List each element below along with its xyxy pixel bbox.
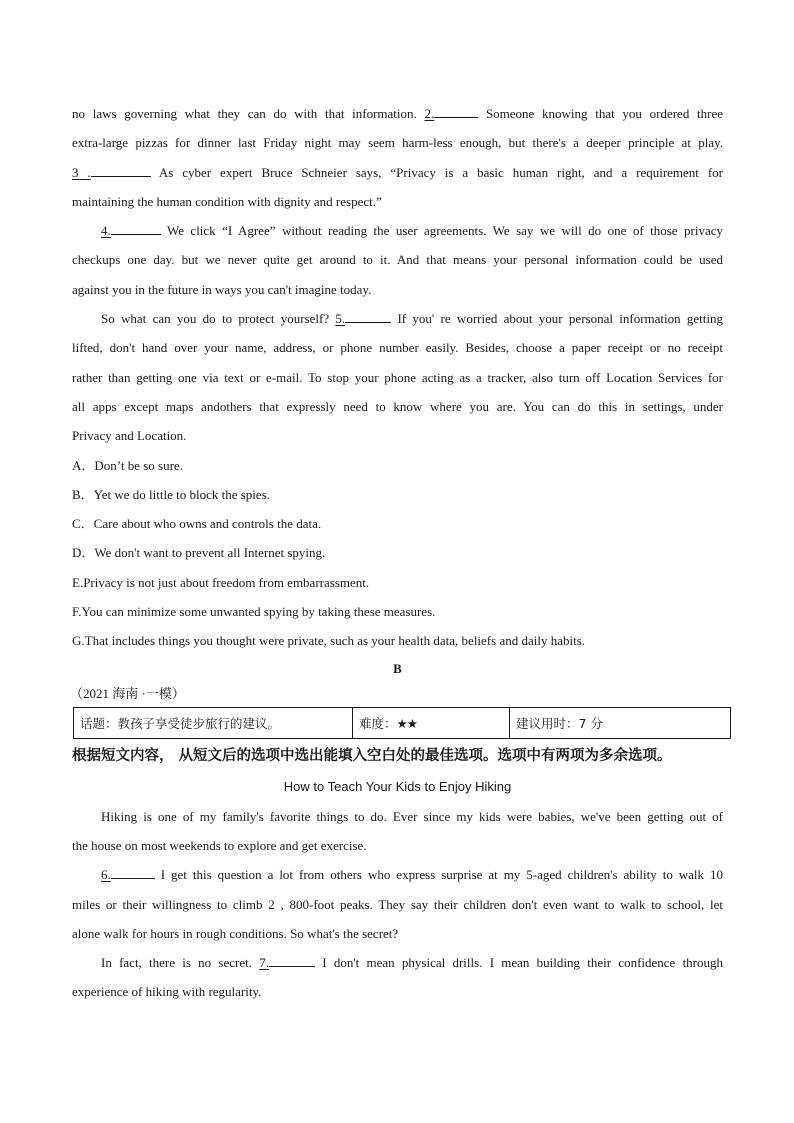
line-text: If you' re worried about your personal information getting <box>397 311 724 327</box>
blank-number: 7. <box>259 955 269 971</box>
source-note: （2021 海南 ·一模） <box>70 685 185 701</box>
time-cell: 建议用时：7 分 <box>510 707 731 738</box>
line-text: the house on most weekends to explore and get exercise. <box>72 837 367 853</box>
line-text: maintaining the human condition with dignity and respect.” <box>72 193 382 209</box>
blank-number: 6. <box>101 867 111 883</box>
passage-a <box>72 99 723 451</box>
text-line <box>72 128 723 157</box>
text-line <box>72 948 723 977</box>
text-line <box>72 333 723 362</box>
answer-blank <box>111 223 161 235</box>
answer-blank <box>345 311 391 323</box>
text-line <box>72 890 723 919</box>
text-line <box>72 919 723 948</box>
text-line <box>72 245 723 274</box>
line-text: I get this question a lot from others who express surprise at my 5-aged children's ability to walk 10 <box>160 867 724 883</box>
blank-number: 4. <box>101 223 111 239</box>
option-item: A．Don’t be so sure. <box>72 457 183 473</box>
text-line <box>72 977 723 1006</box>
option-item: F.You can minimize some unwanted spying by taking these measures. <box>72 604 436 620</box>
line-text: As cyber expert Bruce Schneier says, “Privacy is a basic human right, and a requirement for <box>158 164 723 180</box>
line-text: We click “I Agree” without reading the user agreements. We say we will do one of those privacy <box>166 223 723 239</box>
line-text: lifted, don't hand over your name, address, or phone number easily. Besides, choose a paper receipt or no receipt <box>72 340 723 356</box>
line-text: miles or their willingness to climb 2 , 800-foot peaks. They say their children don't even want to walk to school, let <box>72 896 723 912</box>
answer-blank <box>91 165 151 177</box>
answer-blank <box>434 106 478 118</box>
answer-blank <box>111 867 155 879</box>
blank-number: 2. <box>424 106 435 121</box>
text-line <box>72 831 723 860</box>
line-text: In fact, there is no secret. <box>101 955 252 971</box>
options-list <box>72 451 723 656</box>
line-text: experience of hiking with regularity. <box>72 984 262 1000</box>
option-item: G.That includes things you thought were private, such as your health data, beliefs and daily habits. <box>72 633 586 649</box>
text-line <box>72 860 723 889</box>
text-line <box>72 392 723 421</box>
difficulty-label: 难度： <box>359 715 397 731</box>
line-text: Hiking is one of my family's favorite things to do. Ever since my kids were babies, we've been getting out of <box>101 808 723 824</box>
text-line <box>72 275 723 304</box>
line-text: So what can you do to protect yourself? <box>101 311 330 327</box>
line-text: Someone knowing that you ordered three <box>485 106 723 121</box>
difficulty-cell <box>353 707 510 738</box>
option-item: B．Yet we do little to block the spies. <box>72 486 271 502</box>
option-item: E.Privacy is not just about freedom from embarrassment. <box>72 574 370 590</box>
option-item: C．Care about who owns and controls the data. <box>72 516 322 532</box>
text-line <box>72 99 723 128</box>
line-text: Privacy and Location. <box>72 428 187 444</box>
info-table <box>73 707 731 739</box>
blank-number: 5. <box>335 311 346 327</box>
line-text: against you in the future in ways you can't imagine today. <box>72 281 372 297</box>
text-line <box>72 216 723 245</box>
passage-b <box>72 802 723 1007</box>
instruction: 根据短文内容， 从短文后的选项中选出能填入空白处的最佳选项。选项中有两项为多余选项。 <box>72 747 672 764</box>
topic-cell: 话题：教孩子享受徒步旅行的建议。 <box>74 707 353 738</box>
difficulty-stars: ★★ <box>396 715 417 731</box>
line-text: all apps except maps andothers that expressly need to know where you are. You can do this in settings, under <box>72 398 723 414</box>
line-text: no laws governing what they can do with that information. <box>72 106 417 121</box>
line-text: I don't mean physical drills. I mean building their confidence through <box>322 955 724 971</box>
line-text: alone walk for hours in rough conditions. So what's the secret? <box>72 925 399 941</box>
line-text: checkups one day. but we never quite get around to it. And that means your personal information could be used <box>72 252 723 268</box>
text-line <box>72 363 723 392</box>
text-line <box>72 802 723 831</box>
line-text: rather than getting one via text or e-mail. To stop your phone acting as a tracker, also turn off Location Services for <box>72 369 723 385</box>
text-line <box>72 187 723 216</box>
article-title: How to Teach Your Kids to Enjoy Hiking <box>283 778 512 794</box>
text-line <box>72 158 723 187</box>
option-item: D．We don't want to prevent all Internet spying. <box>72 545 326 561</box>
answer-blank <box>269 955 315 967</box>
text-line <box>72 304 723 333</box>
blank-number: 3 . <box>72 164 91 180</box>
text-line <box>72 421 723 450</box>
section-b-heading: B <box>393 660 402 676</box>
document-page <box>72 99 723 1007</box>
line-text: extra-large pizzas for dinner last Friday night may seem harm-less enough, but there's a deeper principle at play. <box>72 135 723 151</box>
